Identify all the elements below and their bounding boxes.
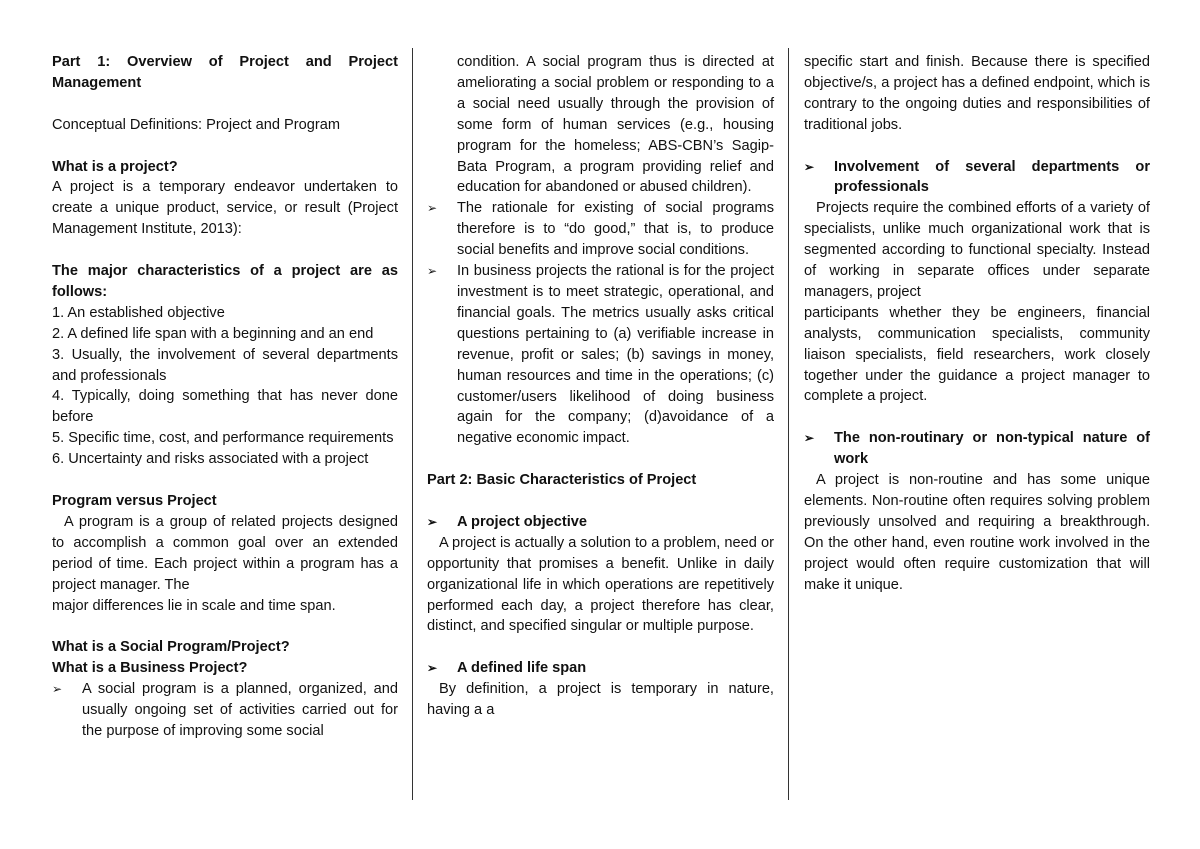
characteristic-item: 3. Usually, the involvement of several departments and professionals — [52, 346, 398, 384]
nonroutine-heading-text: The non-routinary or non-typical nature of work — [834, 430, 1150, 468]
characteristic-item: 6. Uncertainty and risks associated with a project — [52, 451, 369, 468]
lifespan-heading-text: A defined life span — [457, 660, 587, 677]
nonroutine-text: A project is non-routine and has some unique elements. Non-routine often requires solving problem previously unsolved and requiring a breakthrough. On the other hand, even routine work involved in the project would often require customization that will make it unique. — [804, 472, 1150, 593]
social-program-text: A social program is a planned, organized, and usually ongoing set of activities carried out for the purpose of improving some social — [82, 681, 398, 739]
objective-text: A project is actually a solution to a problem, need or opportunity that promises a benefit. Unlike in daily organizational life in which operations are repetitively performed each day, a project therefore has clear, distinct, and specified singular or multiple purpose. — [427, 534, 774, 635]
bullet-arrow-icon: ➢ — [427, 264, 438, 279]
column-divider-2 — [788, 48, 789, 800]
nonroutine-heading — [804, 428, 1150, 470]
part1-title: Part 1: Overview of Project and Project Management — [52, 54, 398, 91]
characteristic-item: 4. Typically, doing something that has never done before — [52, 388, 398, 426]
involvement-text: Projects require the combined efforts of a variety of specialists, unlike much organizational work that is segmented according to functional specialty. Instead of working in separate offices under separate managers, project — [804, 200, 1150, 300]
involvement-text-2: participants whether they be engineers, financial analysts, communication specialists, community liaison specialists, field researchers, work closely together under the guidance a project manager to complete a project. — [804, 304, 1150, 405]
bullet-arrow-icon: ➢ — [427, 514, 438, 529]
bullet-arrow-icon: ➢ — [804, 159, 815, 174]
program-vs-project-heading: Program versus Project — [52, 492, 217, 509]
what-is-project-heading: What is a project? — [52, 158, 178, 175]
characteristic-item: 1. An established objective — [52, 304, 225, 321]
bullet-arrow-icon: ➢ — [804, 431, 815, 446]
business-project-question: What is a Business Project? — [52, 660, 248, 677]
rationale-social-bullet — [427, 198, 774, 261]
rationale-business-text: In business projects the rational is for the project investment is to meet strategic, operational, and financial goals. The metrics usually asks critical questions pertaining to (a) verifiable increase in revenue, profit or sales; (b) savings in money, human resources and time in the operations; (c) customer/users likelihood of doing business again for the company; (d)avoidance of a negative economic impact. — [457, 263, 774, 447]
characteristic-item: 2. A defined life span with a beginning and an end — [52, 325, 374, 342]
social-program-question: What is a Social Program/Project? — [52, 639, 290, 656]
objective-heading-text: A project objective — [457, 513, 588, 530]
rationale-business-bullet — [427, 261, 774, 449]
column-2 — [427, 52, 774, 721]
major-characteristics-heading: The major characteristics of a project are as follows: — [52, 263, 398, 300]
social-program-bullet — [52, 679, 398, 742]
involvement-heading — [804, 157, 1150, 199]
conceptual-definitions-heading: Conceptual Definitions: Project and Program — [52, 116, 340, 133]
characteristic-item: 5. Specific time, cost, and performance requirements — [52, 430, 394, 447]
objective-heading — [427, 512, 774, 533]
lifespan-heading — [427, 658, 774, 679]
column-1 — [52, 52, 398, 742]
bullet-arrow-icon: ➢ — [52, 682, 63, 697]
column-3 — [804, 52, 1150, 596]
bullet-arrow-icon: ➢ — [427, 661, 438, 676]
program-definition: A program is a group of related projects designed to accomplish a common goal over an extended period of time. Each project within a program has a project manager. The — [52, 513, 398, 593]
program-differences: major differences lie in scale and time span. — [52, 597, 336, 614]
social-program-text-continued: condition. A social program thus is directed at ameliorating a social problem or responding to a a social need usually through the provision of some form of human services (e.g., housing program for the homeless; ABS-CBN’s Sagip-Bata Program, a program providing relief and education for abandoned or abused children). — [457, 54, 774, 196]
involvement-heading-text: Involvement of several departments or professionals — [834, 158, 1150, 196]
rationale-social-text: The rationale for existing of social programs therefore is to “do good,” that is, to produce social benefits and improve social conditions. — [457, 200, 774, 259]
lifespan-text: By definition, a project is temporary in nature, having a a — [427, 681, 774, 719]
column-divider-1 — [412, 48, 413, 800]
project-definition: A project is a temporary endeavor undertaken to create a unique product, service, or result (Project Management Institute, 2013): — [52, 179, 398, 238]
part2-title: Part 2: Basic Characteristics of Project — [427, 472, 697, 489]
bullet-arrow-icon: ➢ — [427, 201, 438, 216]
social-program-bullet-continued — [427, 52, 774, 198]
lifespan-text-continued: specific start and finish. Because there is specified objective/s, a project has a defined endpoint, which is contrary to the ongoing duties and responsibilities of traditional jobs. — [804, 54, 1150, 133]
